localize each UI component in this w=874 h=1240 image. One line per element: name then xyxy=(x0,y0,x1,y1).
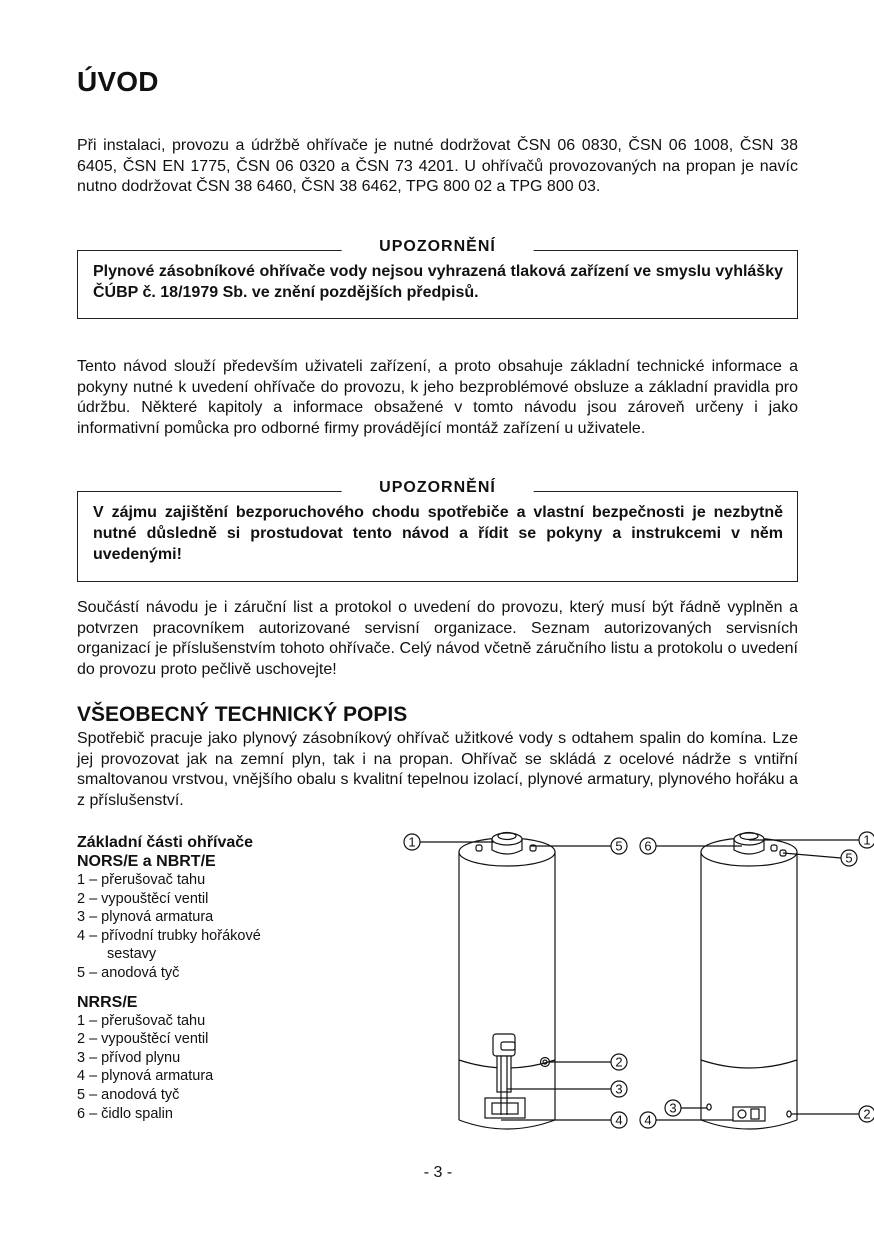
list-item: 4 – plynová armatura xyxy=(77,1068,214,1085)
callout-left-5: 5 xyxy=(615,838,623,854)
callout-right-4: 4 xyxy=(644,1112,652,1128)
warning-box-2 xyxy=(77,479,798,582)
warning-box-1 xyxy=(77,238,798,319)
parts-heading-nrrs: NRRS/E xyxy=(77,993,138,1011)
heater-figure xyxy=(397,820,874,1140)
callout-left-3: 3 xyxy=(615,1081,623,1097)
section-heading: VŠEOBECNÝ TECHNICKÝ POPIS xyxy=(77,703,408,726)
list-item: 4 – přívodní trubky hořákové xyxy=(77,927,261,944)
warranty-paragraph: Součástí návodu je i záruční list a protokol o uvedení do provozu, který musí být řádně vyplněn a potvrzen pracovníkem autorizované servisní organizace. Seznam autorizovaných servisních organizací je příslušenstvím tohoto ohřívače. Celý návod včetně záručního listu a protokolu o uvedení do provozu proto pečlivě uschovejte! xyxy=(77,599,798,678)
heater-left-drawing xyxy=(404,833,627,1130)
list-item: 1 – přerušovač tahu xyxy=(77,872,206,888)
warning-text-1: Plynové zásobníkové ohřívače vody nejsou vyhrazená tlaková zařízení ve smyslu vyhlášky ČÚBP č. 18/1979 Sb. ve znění pozdějších předpisů. xyxy=(93,263,783,301)
list-item: 5 – anodová tyč xyxy=(77,1086,180,1103)
callout-left-1: 1 xyxy=(408,834,416,850)
list-item: sestavy xyxy=(107,946,157,963)
list-item: 6 – čidlo spalin xyxy=(77,1105,173,1122)
heater-right-drawing xyxy=(640,832,874,1129)
page-number: - 3 - xyxy=(423,1164,453,1181)
warning-heading-2: UPOZORNĚNÍ xyxy=(341,479,534,497)
parts-list xyxy=(77,833,317,1123)
callout-left-2: 2 xyxy=(615,1054,623,1070)
intro-paragraph: Při instalaci, provozu a údržbě ohřívače je nutné dodržovat ČSN 06 0830, ČSN 06 1008, ČSN 38 6405, ČSN EN 1775, ČSN 06 0320 a ČSN 73 4201. U ohřívačů provozovaných na propan je navíc nutno dodržovat ČSN 38 6460, ČSN 38 6462, TPG 800 02 a TPG 800 03. xyxy=(77,137,798,196)
list-item: 2 – vypouštěcí ventil xyxy=(77,890,209,907)
list-item: 3 – přívod plynu xyxy=(77,1049,181,1066)
warning-heading-1: UPOZORNĚNÍ xyxy=(341,238,534,256)
callout-left-4: 4 xyxy=(615,1112,623,1128)
callout-right-2: 2 xyxy=(863,1106,871,1122)
usage-paragraph: Tento návod slouží především uživateli zařízení, a proto obsahuje základní technické informace a pokyny nutné k uvedení ohřívače do provozu, k jeho bezproblémové obsluze a základní pravidla pro údržbu. Některé kapitoly a informace obsažené v tomto návodu jsou zároveň určeny i jako informativní pomůcka pro odborné firmy provádějící montáž zařízení u uživatele. xyxy=(77,358,798,437)
callout-right-5: 5 xyxy=(845,850,853,866)
list-item: 2 – vypouštěcí ventil xyxy=(77,1031,209,1048)
parts-heading-line2: NORS/E a NBRT/E xyxy=(77,853,216,870)
parts-list-nrrs xyxy=(77,1012,317,1124)
list-item: 5 – anodová tyč xyxy=(77,964,180,981)
callout-right-3: 3 xyxy=(669,1100,677,1116)
callout-right-1: 1 xyxy=(863,832,871,848)
callout-right-6: 6 xyxy=(644,838,652,854)
page-title: ÚVOD xyxy=(77,66,159,97)
section-paragraph: Spotřebič pracuje jako plynový zásobníkový ohřívač užitkové vody s odtahem spalin do komína. Lze jej provozovat jak na zemní plyn, tak i na propan. Ohřívač se skládá z ocelové nádrže s vntiřní smaltovanou vrstvou, vnějšího obalu s kvalitní tepelnou izolací, plynové armatury, plynového hořáku a z příslušenství. xyxy=(77,730,798,809)
parts-list-nors xyxy=(77,871,317,983)
list-item: 3 – plynová armatura xyxy=(77,909,214,926)
list-item: 1 – přerušovač tahu xyxy=(77,1012,206,1029)
parts-heading-line1: Základní části ohřívače xyxy=(77,834,254,851)
warning-text-2: V zájmu zajištění bezporuchového chodu spotřebiče a vlastní bezpečnosti je nezbytně nutné důsledně si prostudovat tento návod a řídit se pokyny a instrukcemi v něm uvedenými! xyxy=(93,504,783,563)
